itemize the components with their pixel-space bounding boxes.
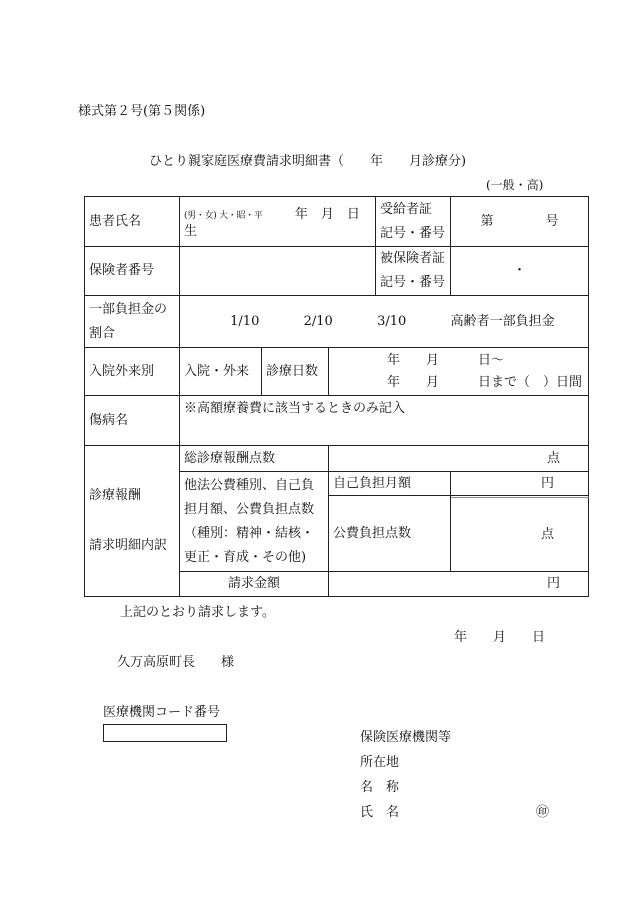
other-law-line-1: 他法公費種別、自己負 — [184, 477, 315, 493]
ratio-elderly[interactable]: 高齢者一部負担金 — [450, 313, 555, 329]
total-points-field[interactable] — [329, 446, 589, 472]
recipient-number[interactable]: 第 号 — [451, 197, 589, 247]
insured-cert-label: 被保険者証 — [380, 251, 446, 266]
sex-era-options: (男・女) 大・昭・平 — [184, 211, 263, 221]
claim-amount-unit: 円 — [547, 576, 561, 591]
category-label: (一般・高) — [486, 178, 544, 192]
total-points-label: 総診療報酬点数 — [180, 446, 329, 472]
other-law-line-2: 担月額、公費負担点数 — [184, 501, 315, 517]
public-points-field[interactable] — [451, 498, 589, 572]
inout-row — [85, 348, 589, 396]
detail-label-cell — [85, 446, 180, 597]
other-law-line-3: （種別：精神・結核・ — [184, 525, 315, 541]
copay-ratio-row — [85, 296, 589, 348]
insurer-row — [85, 247, 589, 296]
ratio-1-10[interactable]: 1/10 — [230, 313, 260, 329]
period-cell[interactable] — [329, 348, 589, 396]
copay-ratio-options — [180, 296, 589, 348]
recipient-code-label: 記号・番号 — [380, 225, 446, 241]
days-label: 診療日数 — [262, 348, 329, 396]
birth-date: 年 月 日生 — [184, 207, 360, 239]
addressee: 久万高原町長 様 — [117, 655, 235, 670]
insured-cert-label-cell — [376, 247, 451, 296]
copay-ratio-label-2: 割合 — [89, 325, 116, 341]
insurer-number-label: 保険者番号 — [85, 247, 180, 296]
public-points-unit: 点 — [541, 526, 555, 542]
detail-label-1: 診療報酬 — [89, 488, 142, 503]
recipient-cert-label-cell — [376, 197, 451, 247]
seal-mark: ㊞ — [536, 805, 550, 820]
total-points-unit: 点 — [547, 450, 561, 466]
self-pay-unit: 円 — [541, 475, 555, 491]
disease-label: 傷病名 — [85, 396, 180, 446]
disease-note: ※高額療養費に該当するときのみ記入 — [184, 401, 406, 416]
copay-ratio-label-cell — [85, 296, 180, 348]
period-to: 年 月 日まで（ ）日間 — [387, 374, 583, 390]
form-title: ひとり親家庭医療費請求明細書（ 年 月診療分) — [149, 154, 467, 169]
copay-ratio-label-1: 一部負担金の — [89, 301, 168, 317]
self-pay-label: 自己負担月額 — [329, 472, 451, 496]
inout-label: 入院外来別 — [85, 348, 180, 396]
insured-code-label: 記号・番号 — [380, 275, 446, 290]
claim-amount-label: 請求金額 — [180, 572, 329, 597]
name-label: 名 称 — [360, 780, 400, 795]
period-from: 年 月 日〜 — [387, 352, 505, 368]
other-law-cell — [180, 472, 329, 572]
date-line[interactable]: 年 月 日 — [454, 630, 546, 645]
other-law-line-4: 更正・育成・その他) — [184, 549, 307, 565]
institution-code-box[interactable] — [103, 724, 227, 742]
disease-field[interactable] — [180, 396, 589, 446]
self-pay-field[interactable] — [451, 472, 589, 496]
ratio-3-10[interactable]: 3/10 — [377, 313, 407, 329]
patient-row — [85, 197, 589, 247]
claim-table — [84, 196, 589, 597]
institution-code-label: 医療機関コード番号 — [103, 705, 221, 720]
person-label: 氏 名 — [360, 805, 400, 820]
total-points-row — [85, 446, 589, 472]
claim-statement: 上記のとおり請求します。 — [120, 605, 275, 620]
address-label: 所在地 — [360, 755, 400, 770]
patient-name-label: 患者氏名 — [85, 197, 180, 247]
insurer-number-field[interactable] — [180, 247, 376, 296]
claim-amount-field[interactable] — [329, 572, 589, 597]
form-number: 様式第２号(第５関係) — [78, 104, 206, 119]
public-points-label: 公費負担点数 — [329, 496, 451, 572]
disease-row — [85, 396, 589, 446]
recipient-cert-label: 受給者証 — [380, 201, 433, 217]
detail-label-2: 請求明細内訳 — [89, 538, 168, 553]
insured-code-field[interactable]: ・ — [451, 247, 589, 296]
institution-label: 保険医療機関等 — [360, 730, 452, 745]
ratio-2-10[interactable]: 2/10 — [303, 313, 333, 329]
inout-value[interactable]: 入院・外来 — [180, 348, 262, 396]
patient-name-cell[interactable] — [180, 197, 376, 247]
